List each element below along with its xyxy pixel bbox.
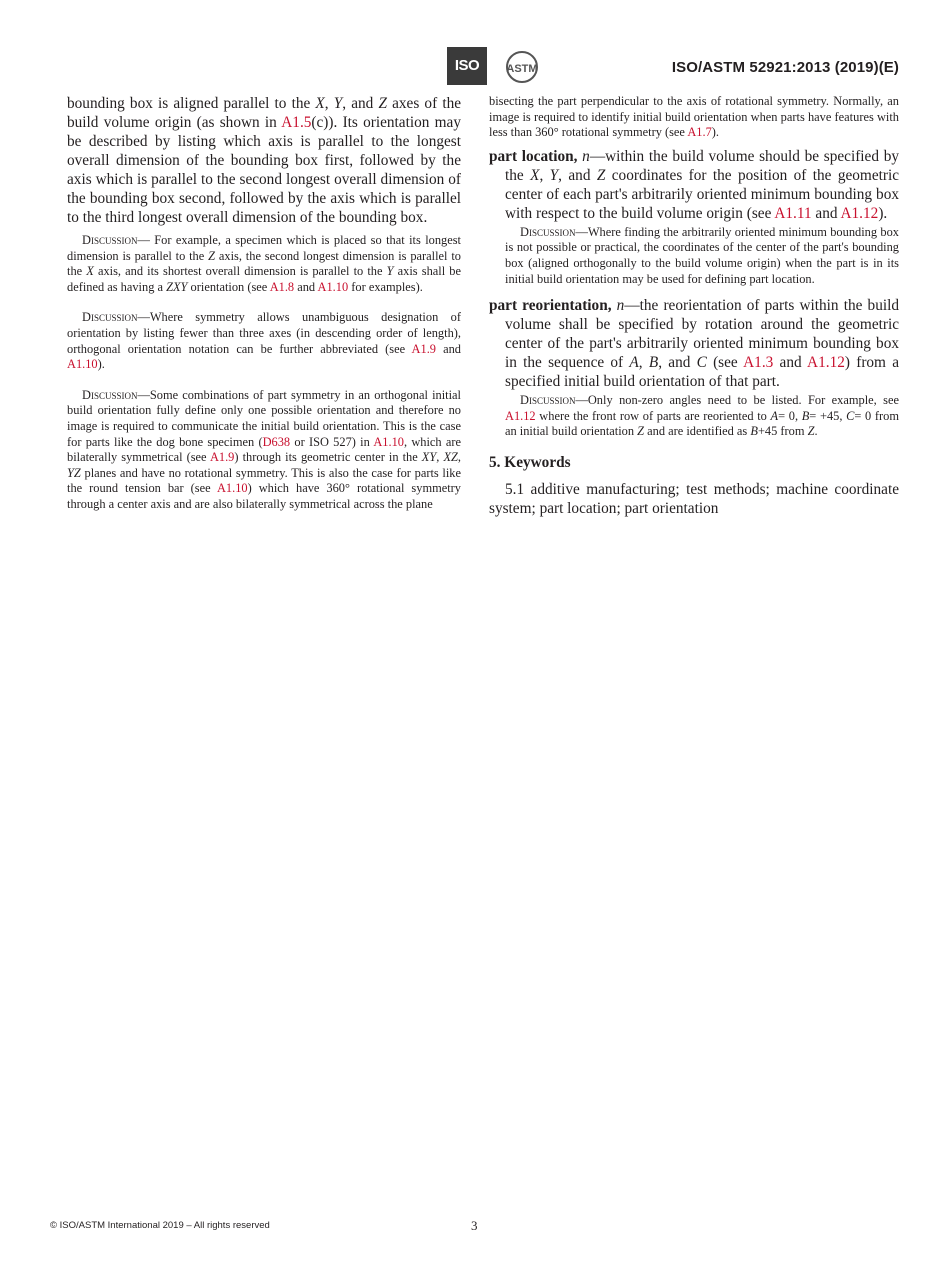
left-column: [67, 94, 461, 513]
term-part-reorientation: part reorientation, n—the reorientation of parts within the build volume shall be specified by rotation around the geometric center of the part's arbitrarily oriented minimum bounding box in the sequence of A, B, and C (see A1.3 and A1.12) from a specified initial build orientation of that part.: [489, 297, 899, 391]
iso-logo: ISO: [447, 47, 487, 85]
link-a1-9[interactable]: A1.9: [411, 341, 436, 356]
discussion-3: Discussion—Some combinations of part symmetry in an orthogonal initial build orientation fully define only one possible orientation and therefore no image is required to communicate the initial build orientation. This is the case for parts like the dog bone specimen (D638 or ISO 527) in A1.10, which are bilaterally symmetrical (see A1.9) through its geometric center in the XY, XZ, YZ planes and have no rotational symmetry. This is also the case for parts like the round tension bar (see A1.10) which have 360° rotational symmetry through a center axis and are also bilaterally symmetrical across the plane: [67, 387, 462, 511]
keywords-paragraph: 5.1 additive manufacturing; test methods; machine coordinate system; part location; part orientation: [489, 480, 899, 517]
svg-text:ASTM: ASTM: [506, 63, 538, 75]
link-a1-10[interactable]: A1.10: [216, 481, 248, 496]
link-a1-10[interactable]: A1.10: [317, 279, 349, 294]
link-a1-11[interactable]: A1.11: [774, 204, 812, 222]
document-id: ISO/ASTM 52921:2013 (2019)(E): [671, 59, 899, 76]
page-number: 3: [471, 1218, 478, 1233]
copyright-footer: © ISO/ASTM International 2019 – All rights reserved: [50, 1220, 270, 1231]
term-part-location: part location, n—within the build volume should be specified by the X, Y, and Z coordinates for the position of the geometric center of each part's arbitrarily oriented minimum bounding box with respect to the build volume origin (see A1.11 and A1.12).: [489, 147, 900, 222]
right-column: [489, 94, 899, 518]
link-a1-12[interactable]: A1.12: [807, 354, 845, 372]
link-d638[interactable]: D638: [262, 434, 291, 449]
orientation-paragraph: bounding box is aligned parallel to the X, Y, and Z axes of the build volume origin (as shown in A1.5(c)). Its orientation may be described by listing which axis is parallel to the longest overall dimension of the bounding box first, followed by the axis which is parallel to the second longest overall dimension of the bounding box second, followed by the axis which is parallel to the third longest overall dimension of the bounding box.: [67, 95, 462, 226]
discussion-part-reorientation: Discussion—Only non-zero angles need to be listed. For example, see A1.12 where the front row of parts are reoriented to A= 0, B= +45, C= 0 from an initial build orientation Z and are identified as B+45 from Z.: [505, 393, 899, 439]
discussion-1: Discussion— For example, a specimen which is placed so that its longest dimension is parallel to the Z axis, the second longest dimension is parallel to the X axis, and its shortest overall dimension is parallel to the Y axis shall be defined as having a ZXY orientation (see A1.8 and A1.10 for examples).: [67, 233, 461, 294]
link-a1-10[interactable]: A1.10: [67, 357, 98, 372]
discussion-part-location: Discussion—Where finding the arbitrarily oriented minimum bounding box is not possible or practical, the coordinates of the center of the part's bounding box (aligned orthogonally to the build volume origin) when the part is in its initial build orientation may be used for defining part location.: [505, 224, 899, 286]
section-keywords-title: 5. Keywords: [489, 453, 571, 471]
discussion-2: Discussion—Where symmetry allows unambiguous designation of orientation by listing fewer than three axes (in descending order of length), orthogonal orientation notation can be further abbreviated (see A1.9 and A1.10).: [67, 310, 461, 372]
link-a1-9[interactable]: A1.9: [209, 450, 235, 465]
link-a1-12[interactable]: A1.12: [840, 204, 879, 222]
link-a1-10[interactable]: A1.10: [373, 434, 404, 449]
astm-logo: [502, 49, 542, 85]
link-a1-5[interactable]: A1.5: [281, 114, 312, 131]
discussion-continued: bisecting the part perpendicular to the axis of rotational symmetry. Normally, an image is required to identify initial build orientation when parts have features with less than 360° rotational symmetry (see A1.7).: [489, 94, 899, 140]
link-a1-12[interactable]: A1.12: [505, 408, 536, 423]
link-a1-7[interactable]: A1.7: [687, 125, 712, 140]
link-a1-8[interactable]: A1.8: [269, 279, 295, 294]
link-a1-3[interactable]: A1.3: [743, 354, 774, 372]
